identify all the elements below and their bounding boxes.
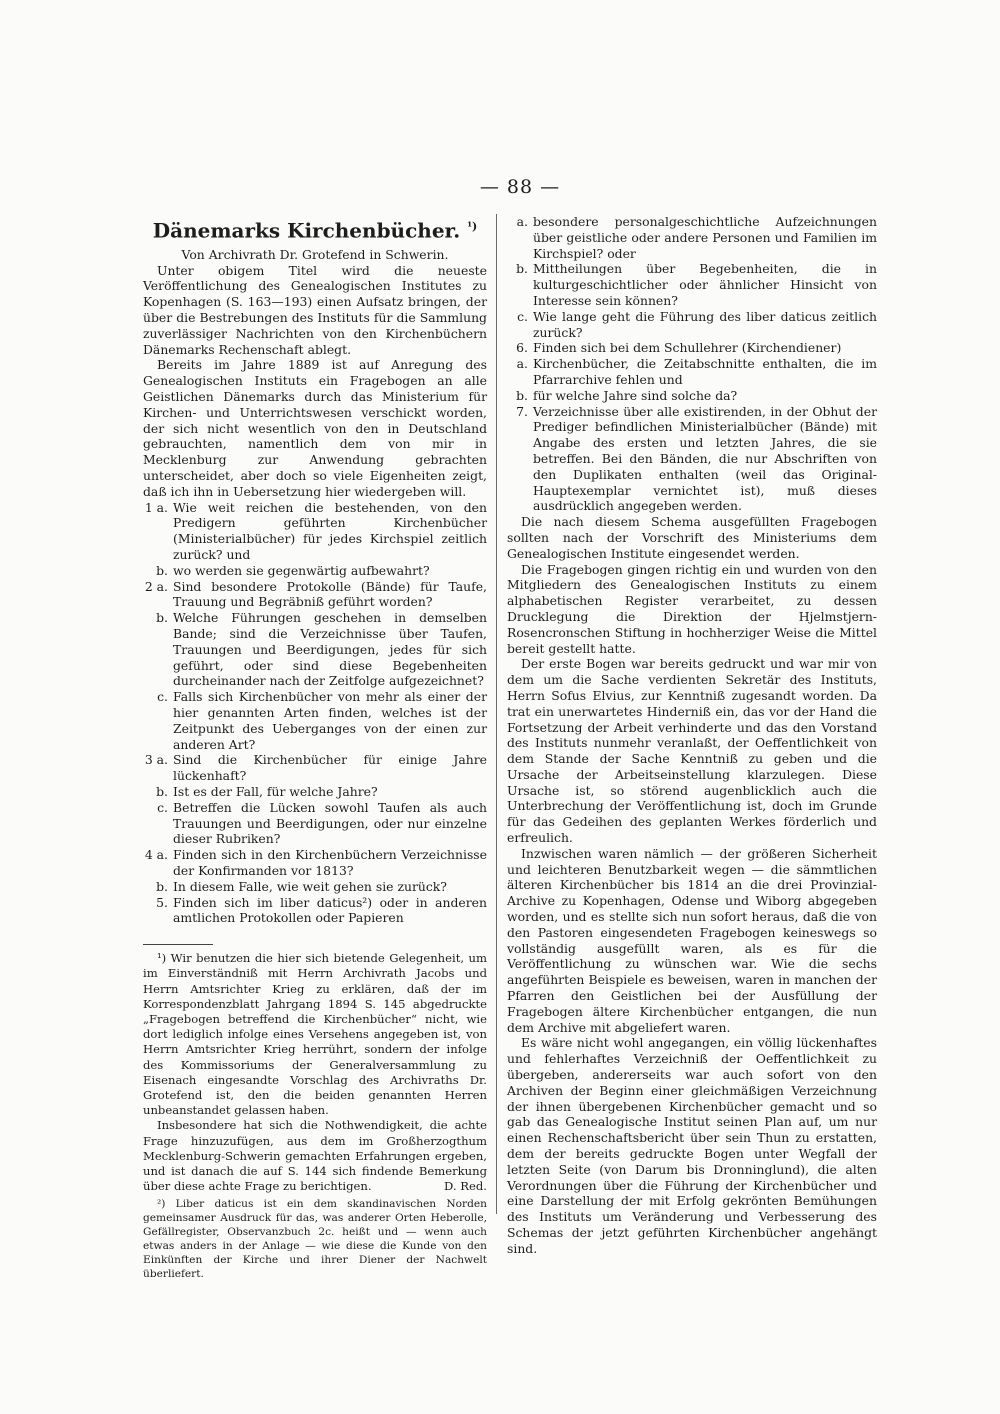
question-text: Welche Führungen geschehen in demselben Bande; sind die Verzeichnisse über Taufen, Trauungen und Beerdigungen, jedes für sich geführt, oder sind diese Begebenheiten durcheinander nach der Zeitfolge aufgezeichnet?	[173, 610, 487, 689]
question-item	[143, 689, 487, 752]
question-item	[143, 895, 487, 927]
title-footnote-mark: ¹)	[467, 220, 478, 233]
question-mark: a.	[516, 214, 528, 229]
footnote-1-continued	[143, 1118, 487, 1194]
question-mark: c.	[157, 689, 168, 705]
question-text: Mittheilungen über Begebenheiten, die in kulturgeschichtlicher oder ähnlicher Hinsicht von Interesse sein können?	[533, 261, 877, 308]
page-number: — 88 —	[479, 176, 561, 198]
question-text: wo werden sie gegenwärtig aufbewahrt?	[173, 562, 430, 578]
question-mark: b.	[156, 562, 168, 578]
question-text: Verzeichnisse über alle existirenden, in der Obhut der Prediger befindlichen Ministerialbücher (Bände) mit Angabe des ersten und letzten Jahres, die sie betreffen. Bei den Bänden, die nur Abschriften von den Duplikaten enthalten (weil das Original-Hauptexemplar vernichtet ist), muß dieses ausdrücklich angegeben werden.	[533, 403, 877, 514]
question-text: Sind die Kirchenbücher für einige Jahre lückenhaft?	[173, 752, 487, 784]
question-item	[507, 388, 877, 404]
question-list-left	[143, 500, 487, 927]
question-mark: 7.	[516, 403, 528, 419]
question-item	[143, 500, 487, 563]
body-paragraph: Der erste Bogen war bereits gedruckt und war mir von dem um die Sache verdienten Sekretär des Instituts, Herrn Sofus Elvius, zur Kenntniß zugesandt worden. Da trat ein unerwartetes Hinderniß ein, das vor der Hand die Fortsetzung der Arbeit verhinderte und das den Vorstand des Instituts nunmehr veranlaßt, der Oeffentlichkeit von dem Stande der Sache Kenntniß zu geben und die Ursache der Arbeitseinstellung klarzulegen. Diese Ursache ist, so störend augenblicklich auch die Unterbrechung der Veröffentlichung ist, doch im Grunde für das Gedeihen des geplanten Werkes förderlich und erfreulich.	[507, 656, 877, 846]
question-item	[143, 610, 487, 689]
body-paragraph: Inzwischen waren nämlich — der größeren Sicherheit und leichteren Benutzbarkeit wegen — die sämmtlichen älteren Kirchenbücher bis 1814 an die drei Provinzial-Archive zu Kopenhagen, Odense und Wiborg abgegeben worden, und es stellte sich nun sofort heraus, daß die von den Pastoren eingesendeten Fragebogen keineswegs so vollständig ausgefüllt waren, als es für die Veröffentlichung zu wünschen war. Wie die sechs angeführten Beispiele es beweisen, waren in manchen der Pfarren den Geistlichen bei der Ausfüllung der Fragebogen ältere Kirchenbücher entgangen, die nun dem Archive mit abgeliefert waren.	[507, 845, 877, 1035]
footnote-2: ²) Liber daticus ist ein dem skandinavischen Norden gemeinsamer Ausdruck für das, was anderer Orten Heberolle, Gefällregister, Observanzbuch 2c. heißt und — wenn auch etwas anders in der Anlage — wie diese die Kunde von den Einkünften der Kirche und ihrer Diener der Nachwelt überliefert.	[143, 1198, 487, 1281]
intro-paragraph-2: Bereits im Jahre 1889 ist auf Anregung des Genealogischen Instituts ein Fragebogen an alle Geistlichen Dänemarks durch das Ministerium für Kirchen- und Unterrichtswesen verschickt worden, der sich nicht wesentlich von den in Deutschland gebrauchten, namentlich dem von mir in Mecklenburg zur Anwendung gebrachten unterscheidet, aber doch so viele Eigenheiten zeigt, daß ich ihn in Uebersetzung hier wiedergeben will.	[143, 357, 487, 499]
question-item	[143, 847, 487, 879]
editor-signature: D. Red.	[444, 1179, 487, 1194]
question-text: Ist es der Fall, für welche Jahre?	[173, 783, 378, 799]
intro-paragraph-1: Unter obigem Titel wird die neueste Veröffentlichung des Genealogischen Institutes zu Kopenhagen (S. 163—193) einen Aufsatz bringen, der über die Bestrebungen des Instituts für die Sammlung zuverlässiger Nachrichten von den Kirchenbüchern Dänemarks Rechenschaft ablegt.	[143, 262, 487, 357]
article-title-text: Dänemarks Kirchenbücher.	[152, 218, 461, 243]
question-mark: 5.	[156, 894, 168, 910]
question-mark: a.	[516, 356, 528, 372]
question-item	[143, 752, 487, 784]
body-paragraph: Die Fragebogen gingen richtig ein und wurden von den Mitgliedern des Genealogischen Instituts zu einem alphabetischen Register verarbeitet, zu dessen Drucklegung die Direktion der Hjelmstjern-Rosencronschen Stiftung in hochherziger Weise die Mittel bereit gestellt hatte.	[507, 561, 877, 656]
question-item	[507, 340, 877, 356]
question-mark: c.	[157, 799, 168, 815]
question-mark: b.	[516, 261, 528, 277]
question-item	[143, 879, 487, 895]
article-byline: Von Archivrath Dr. Grotefend in Schwerin.	[181, 246, 449, 262]
question-item	[143, 800, 487, 847]
question-mark: 2 a.	[144, 578, 168, 594]
question-text: Finden sich bei dem Schullehrer (Kirchendiener)	[533, 340, 842, 356]
question-item	[507, 261, 877, 308]
question-mark: b.	[156, 783, 168, 799]
question-mark: 1 a.	[144, 499, 168, 515]
body-paragraph: Es wäre nicht wohl angegangen, ein völlig lückenhaftes und fehlerhaftes Verzeichniß der Oeffentlichkeit zu übergeben, andererseits war auch sofort von den Archiven der Beginn einer gleichmäßigen Verzeichnung der ihnen übergebenen Kirchenbücher gemacht und so gab das Genealogische Institut seinen Plan auf, um nur einen Rechenschaftsbericht über sein Thun zu erstatten, dem der bereits gedruckte Bogen unter Wegfall der letzten Seite (von Darum bis Dronninglund), die alten Verordnungen über die Führung der Kirchenbücher und eine Darstellung der mit Erfolg gekrönten Bemühungen des Instituts um Veränderung und Verbesserung des Schemas der jetzt geführten Kirchenbücher angehängt sind.	[507, 1035, 877, 1256]
question-item	[507, 309, 877, 341]
footnote-1-last-paragraph: Insbesondere hat sich die Nothwendigkeit, die achte Frage hinzuzufügen, aus dem im Großherzogthum Mecklenburg-Schwerin gemachten Erfahrungen ergeben, und ist danach die auf S. 144 sich findende Bemerkung über diese achte Frage zu berichtigen.	[143, 1118, 487, 1194]
question-text: Wie weit reichen die bestehenden, von den Predigern geführten Kirchenbücher (Ministerialbücher) für jedes Kirchspiel zeitlich zurück? und	[173, 499, 487, 562]
question-item	[507, 214, 877, 261]
question-mark: b.	[156, 610, 168, 626]
question-mark: 3 a.	[144, 752, 168, 768]
question-text: Sind besondere Protokolle (Bände) für Taufe, Trauung und Begräbniß geführt worden?	[173, 578, 487, 610]
question-mark: b.	[516, 387, 528, 403]
question-item	[143, 579, 487, 611]
article-title	[143, 214, 487, 244]
left-column	[143, 214, 487, 1281]
footnote-rule	[143, 944, 213, 945]
question-mark: 4 a.	[144, 847, 168, 863]
question-text: Finden sich im liber daticus²) oder in anderen amtlichen Protokollen oder Papieren	[173, 894, 487, 926]
footnotes	[143, 951, 487, 1281]
column-divider	[496, 214, 497, 1214]
question-item	[143, 563, 487, 579]
question-text: Kirchenbücher, die Zeitabschnitte enthalten, die im Pfarrarchive fehlen und	[533, 356, 877, 387]
question-mark: 6.	[516, 340, 528, 356]
question-list-right	[507, 214, 877, 514]
question-mark: b.	[156, 878, 168, 894]
question-text: für welche Jahre sind solche da?	[533, 387, 738, 403]
question-text: besondere personalgeschichtliche Aufzeichnungen über geistliche oder andere Personen und Familien im Kirchspiel? oder	[533, 214, 877, 261]
footnote-1: ¹) Wir benutzen die hier sich bietende Gelegenheit, um im Einverständniß mit Herrn Archivrath Jacobs und Herrn Amtsrichter Krieg zu erklären, daß der im Korrespondenzblatt Jahrgang 1894 S. 145 abgedruckte „Fragebogen betreffend die Kirchenbücher“ nicht, wie dort lediglich infolge eines Versehens angegeben ist, von Herrn Amtsrichter Krieg herrührt, sondern der infolge des Kommissoriums der Generalversammlung zu Eisenach eingesandte Vorschlag des Archivraths Dr. Grotefend ist, den die beiden genannten Herren unbeanstandet gelassen haben.	[143, 951, 487, 1118]
question-item	[507, 404, 877, 515]
question-text: Betreffen die Lücken sowohl Taufen als auch Trauungen und Beerdigungen, oder nur einzelne dieser Rubriken?	[173, 799, 487, 847]
question-item	[507, 356, 877, 388]
question-text: Finden sich in den Kirchenbüchern Verzeichnisse der Konfirmanden vor 1813?	[173, 847, 487, 878]
question-text: Wie lange geht die Führung des liber daticus zeitlich zurück?	[533, 308, 877, 340]
question-text: Falls sich Kirchenbücher von mehr als einer der hier genannten Arten finden, welches ist der Zeitpunkt des Ueberganges von der einen zur anderen Art?	[173, 689, 487, 752]
question-text: In diesem Falle, wie weit gehen sie zurück?	[173, 878, 447, 894]
right-column	[507, 214, 877, 1257]
question-item	[143, 784, 487, 800]
question-mark: c.	[517, 308, 528, 324]
body-paragraph: Die nach diesem Schema ausgefüllten Fragebogen sollten nach der Vorschrift des Ministeriums dem Genealogischen Institute eingesendet werden.	[507, 514, 877, 561]
